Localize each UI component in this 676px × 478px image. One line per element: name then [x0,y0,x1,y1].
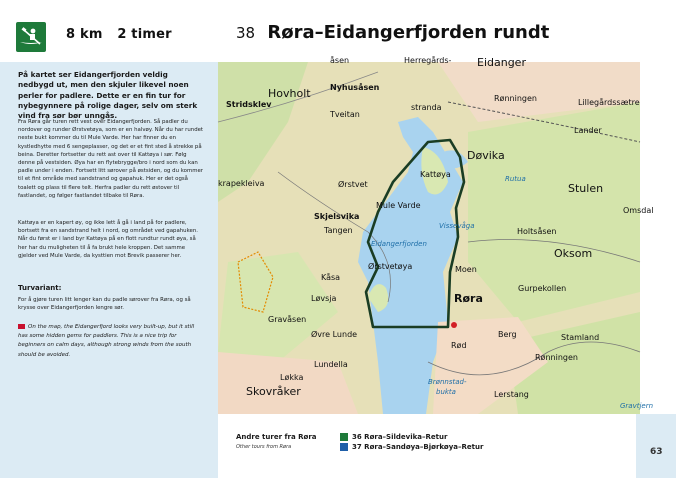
map-label-krapekleiva: krapekleiva [218,179,265,188]
map-label-gurpekollen: Gurpekollen [518,284,567,293]
kayak-icon [340,433,348,441]
trip-stats [66,27,182,42]
map-label-lundella: Lundella [314,360,348,369]
map-label-bronnstad: Brønnstad- [428,378,467,386]
map-label-eidanger: Eidanger [477,56,526,69]
map-label-ovre-lunde-1: Øvre Lunde [311,330,358,339]
route-number: 38 [236,24,256,42]
page-number: 63 [650,447,663,457]
map-label-gravasen: Gravåsen [268,315,307,324]
map-label-stranda: stranda [411,103,442,112]
map-label-skovraker: Skovråker [246,385,301,398]
page-title [236,22,549,43]
uk-flag-icon [18,324,25,329]
other-route-36-label: 36 Røra–Sildevika–Retur [352,433,448,441]
map-label-stulen: Stulen [568,182,604,195]
map-label-ronningen-2: Rønningen [535,353,578,362]
english-summary [18,323,204,360]
map-label-oksom: Oksom [554,247,593,260]
kayak-icon [16,22,46,52]
header-left [0,0,218,62]
map-label-kasa: Kåsa [321,273,341,282]
map-label-mule-varde: Mule Varde [376,201,421,210]
page-corner [636,414,676,478]
variant-heading: Turvariant: [18,284,62,292]
map-label-lillegardssetre: Lillegårdssætre [578,98,640,107]
map-label-holtsasen: Holtsåsen [517,227,557,236]
map-label-rutua: Rutua [505,175,526,183]
map-label-skjelsvika: Skjelsvika [314,212,360,221]
map-label-omsdal: Omsdal [623,206,654,215]
footer [218,414,636,478]
map-label-stamland: Stamland [561,333,600,342]
map-label-bukta: bukta [436,388,456,396]
map-label-moen: Moen [455,265,477,274]
map-label-ronningen: Rønningen [494,94,537,103]
map-label-herregards: Herregårds- [404,56,452,65]
other-tours-subtitle: Other tours from Røra [236,444,292,450]
intro-text: På kartet ser Eidangerfjorden veldig nedbygd ut, men den skjuler likevel noen perler for padlere. Dette er en fin tur for nybegynnere på rolige dager, selv om sterk vind fra sør bør unngås. [18,70,198,121]
map-label-tangen: Tangen [324,226,353,235]
map-label-eidangerfjorden: Eidangerfjorden [371,240,427,248]
english-text: On the map, the Eidangerfjord looks very built-up, but it still has some hidden gems for paddlers. This is a nice trip for beginners on calm days, although strong winds from the south should be avoided. [18,324,195,358]
map-label-dovika: Døvika [467,149,505,162]
map-label-stridsklev: Stridsklev [226,100,272,109]
map-label-rora: Røra [454,292,483,305]
map-label-berg: Berg [498,330,517,339]
map-label-rod: Rød [451,341,467,350]
route-title: Røra–Eidangerfjorden rundt [267,22,550,43]
other-route-37 [340,443,483,451]
map-label-gravtjern: Gravtjern [620,402,654,410]
map-label-lander: Lander [574,126,602,135]
map-label-vissevaga: Vissevåga [439,222,475,230]
distance: 8 km [66,27,103,42]
map-label-hovholt: Hovholt [268,87,311,100]
map-label-lokka: Løkka [280,373,304,382]
kayak-icon [340,443,348,451]
map-label-nyhusasen: Nyhusåsen [330,83,380,92]
map-label-lerstang: Lerstang [494,390,529,399]
variant-text: For å gjøre turen litt lenger kan du padle sørover fra Røra, og så krysse over Eidangerfjorden lengre sør. [18,297,191,312]
map-label-kattoya: Kattøya [420,170,451,179]
map-label-orstvet: Ørstvet [338,180,368,189]
body-paragraph-1: Fra Røra går turen rett vest over Eidangerfjorden. Så padler du nordover og runder Ørstvetøya, som er en halvøy. Når du har rundet neste bukt kommer du til Mule Varde. Her har finner du en kystledhytte med 6 sengeplasser, og det er et fint sted å strekke på beina. Deretter fortsetter du rett ast over til Kattøya i sør. Følg denne på vestsiden. Øya har en flytebrygge/bro i nord som du kan padle under i enden. Fortsett litt sørover på østsiden, og du kommer til et fint område med sandstrand og gapahuk. Her er det også toalett og plass til flere telt. Herfra padler du rett østover til fastlandet, og følger fastlandet tilbake til Røra. [18,119,204,199]
duration: 2 timer [117,27,172,42]
other-tours-title: Andre turer fra Røra [236,433,317,441]
map-label-asen: åsen [330,56,350,65]
other-route-37-label: 37 Røra–Sandøya–Bjørkøya–Retur [352,443,484,451]
map-label-tveitan: Tveitan [330,110,360,119]
header-right [218,0,676,62]
route-map [218,56,654,414]
other-route-36 [340,433,447,441]
map-label-lovsja: Løvsja [311,294,337,303]
body-paragraph-2: Kattøya er en kapert øy, og ikke lett å gå i land på for padlere, bortsett fra en sandstrand helt i nord, og området ved gapahuken. Når du først er i land byr Kattøya på en flott rundtur rundt øya, så her har du muligheten til å fa brukt hele kroppen. Det samme gjelder ved Mule Varde, da kysttien mot Brevik passerer her. [18,220,198,259]
map-label-orstvetoya: Ørstvetøya [368,262,413,271]
